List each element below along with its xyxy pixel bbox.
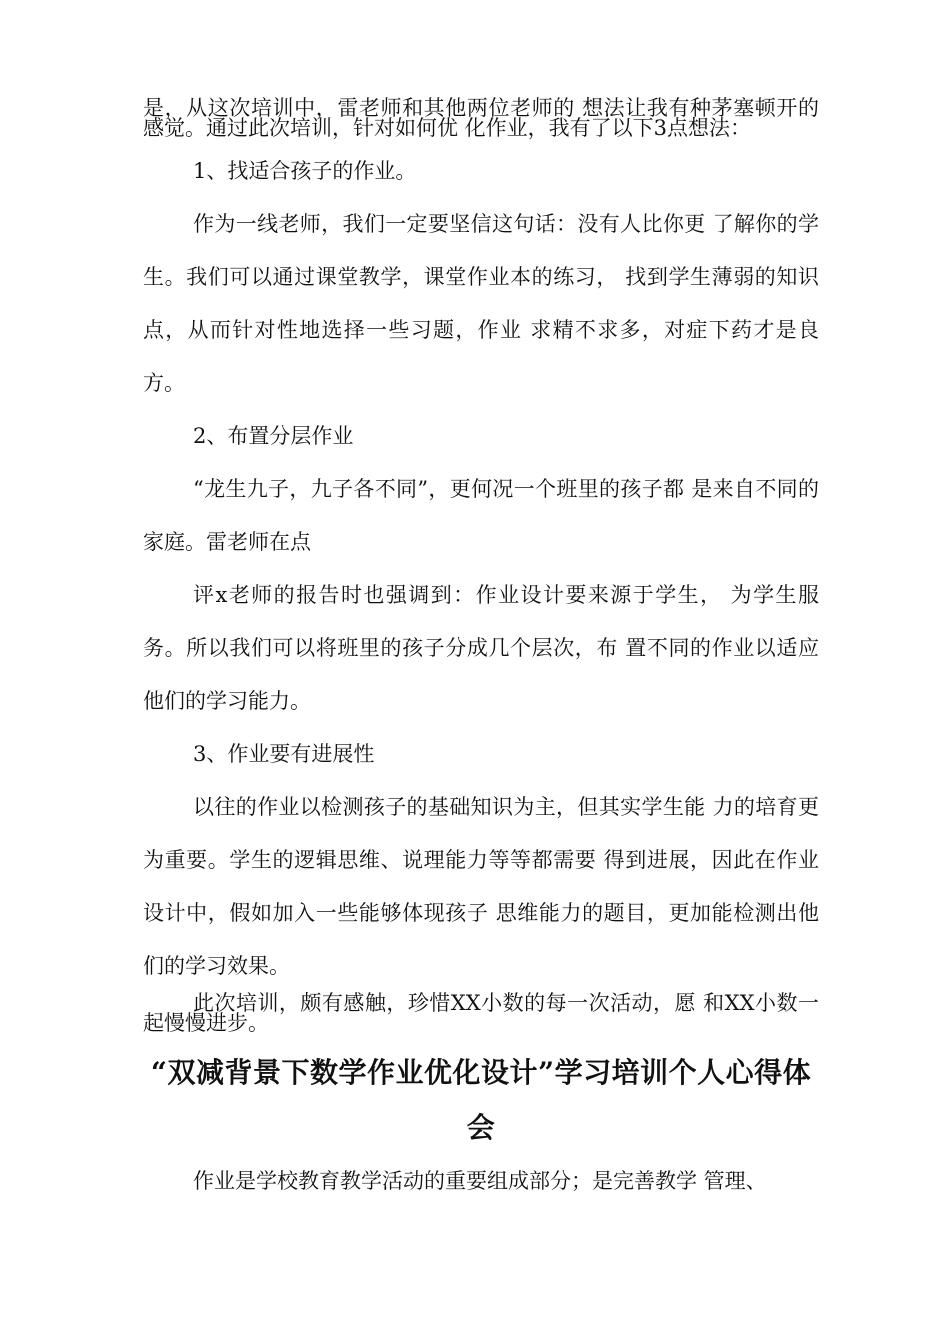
article-heading: “双减背景下数学作业优化设计”学习培训个人心得体会 — [150, 1056, 812, 1144]
point-2-body-part-b: 评x老师的报告时也强调到：作业设计要来源于学生， 为学生服务。所以我们可以将班里的孩子分成几个层次，布 置不同的作业以适应他们的学习能力。 — [143, 583, 819, 713]
point-2-body-part-a: “龙生九子，九子各不同”，更何况一个班里的孩子都 是来自不同的家庭。雷老师在点 — [143, 477, 819, 554]
point-1-title: 1、找适合孩子的作业。 — [193, 159, 417, 183]
document-page — [143, 98, 819, 1208]
point-1-body: 作为一线老师，我们一定要坚信这句话：没有人比你更 了解你的学生。我们可以通过课堂教学，课堂作业本的练习， 找到学生薄弱的知识点，从而针对性地选择一些习题，作业 求精不求多，对症下药才是良方。 — [143, 212, 819, 395]
closing-paragraph: 此次培训，颇有感触，珍惜XX小数的每一次活动，愿 和XX小数一起慢慢进步。 — [143, 991, 819, 1035]
intro-paragraph: 是，从这次培训中，雷老师和其他两位老师的 想法让我有种茅塞顿开的感觉。通过此次培训，针对如何优 化作业，我有了以下3点想法： — [143, 96, 819, 140]
point-3-title: 3、作业要有进展性 — [193, 742, 375, 766]
next-article-first-paragraph: 作业是学校教育教学活动的重要组成部分；是完善教学 管理、 — [193, 1169, 767, 1193]
point-3-body: 以往的作业以检测孩子的基础知识为主，但其实学生能 力的培育更为重要。学生的逻辑思维、说理能力等等都需要 得到进展，因此在作业设计中，假如加入一些能够体现孩子 思维能力的题目，更加能检测出他们的学习效果。 — [143, 795, 819, 978]
point-2-title: 2、布置分层作业 — [193, 424, 354, 448]
